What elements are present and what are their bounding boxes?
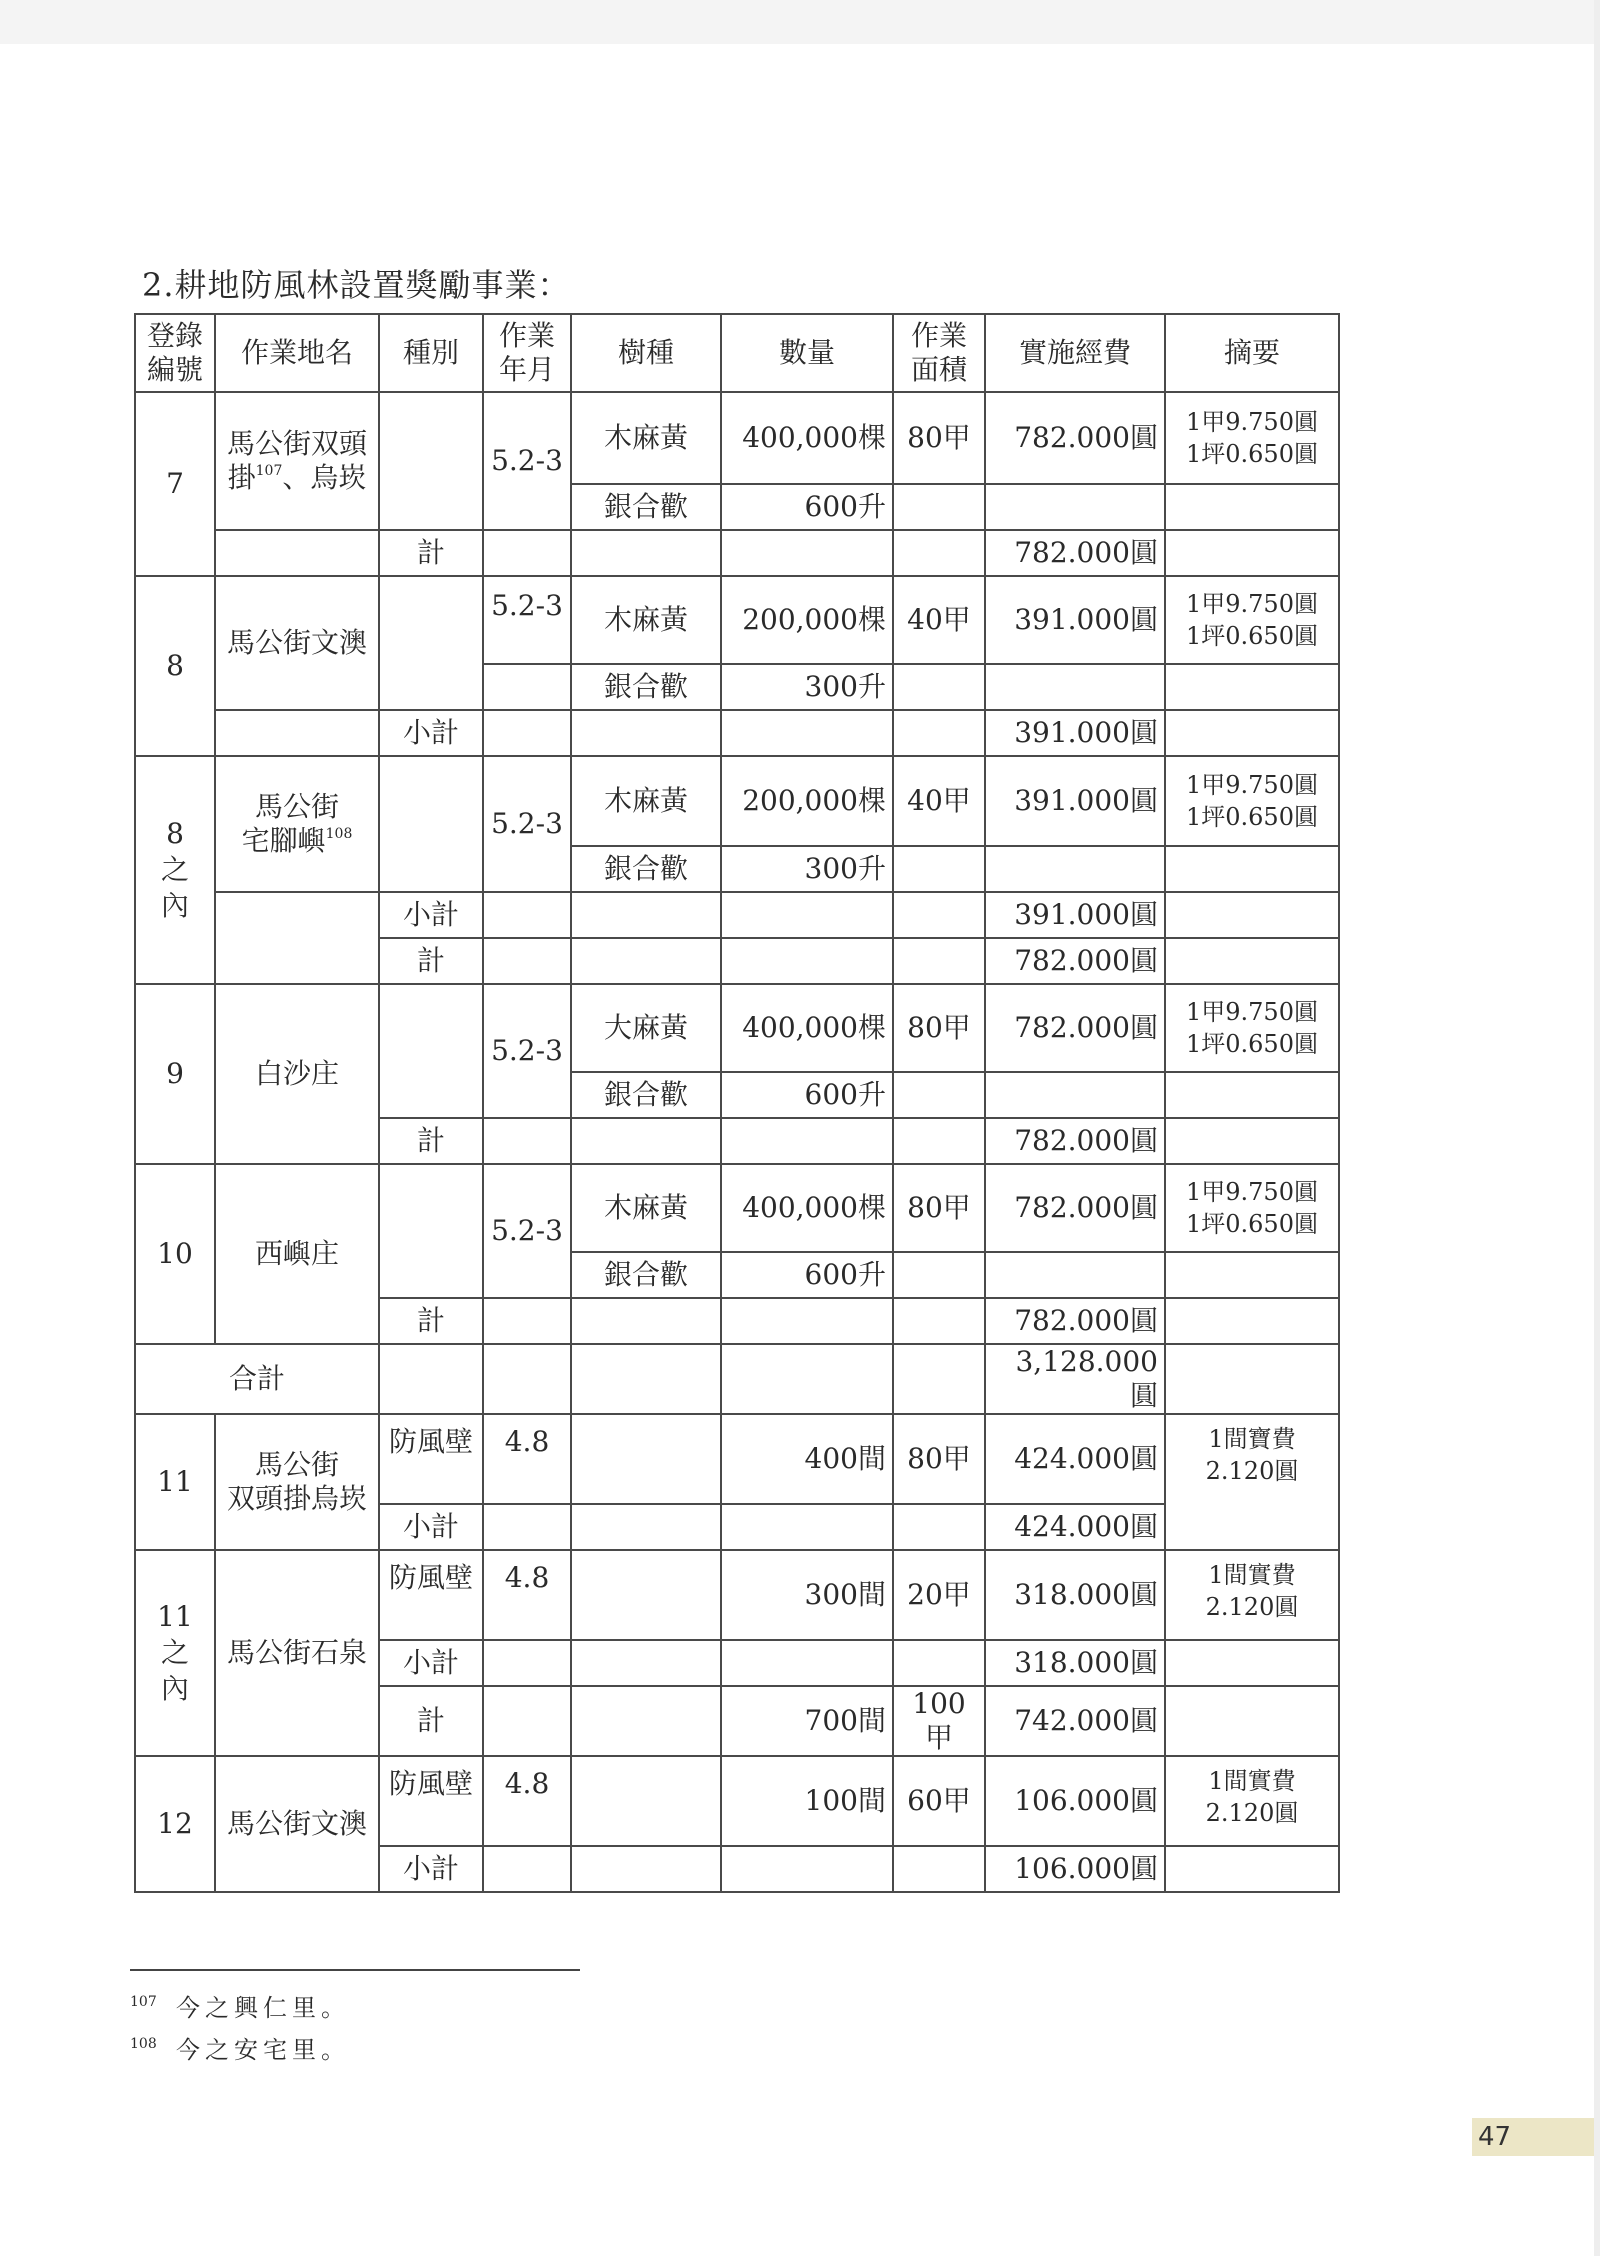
place-cell: 西嶼庄 — [215, 1164, 379, 1344]
place-cell — [215, 392, 379, 530]
tree-cell: 銀合歡 — [571, 846, 721, 892]
total-cost: 742.000圓 — [985, 1686, 1165, 1756]
note-cell — [1165, 1414, 1339, 1550]
header-tree: 樹種 — [571, 314, 721, 392]
table-row — [135, 1756, 1339, 1846]
qty-cell: 200,000棵 — [721, 576, 893, 664]
place-text: 掛 — [227, 461, 256, 494]
subtotal-label: 小計 — [379, 892, 483, 938]
tree-cell: 木麻黃 — [571, 756, 721, 846]
qty-cell: 600升 — [721, 484, 893, 530]
reg-no-cell: 12 — [135, 1756, 215, 1892]
note-line: 1坪0.650圓 — [1186, 622, 1318, 650]
note-line: 2.120圓 — [1205, 1799, 1299, 1827]
footnote-ref: 107 — [255, 463, 283, 479]
total-label: 計 — [379, 1118, 483, 1164]
place-cell — [215, 1414, 379, 1550]
table-row — [135, 392, 1339, 484]
total-qty: 700間 — [721, 1686, 893, 1756]
place-text: 馬公街 — [254, 1448, 339, 1481]
table-row — [135, 1414, 1339, 1504]
place-cell: 馬公街石泉 — [215, 1550, 379, 1756]
note-cell — [1165, 484, 1339, 530]
header-cost: 實施經費 — [985, 314, 1165, 392]
tree-cell: 銀合歡 — [571, 484, 721, 530]
total-cost: 782.000圓 — [985, 530, 1165, 576]
tree-cell: 銀合歡 — [571, 1072, 721, 1118]
ym-cell: 5.2-3 — [483, 756, 571, 892]
ym-cell: 5.2-3 — [483, 984, 571, 1118]
table-row — [135, 530, 1339, 576]
kind-cell: 防風壁 — [379, 1756, 483, 1846]
place-cell — [215, 530, 379, 576]
note-cell — [1165, 984, 1339, 1072]
kind-cell: 防風壁 — [379, 1550, 483, 1640]
header-place: 作業地名 — [215, 314, 379, 392]
windbreak-table — [134, 313, 1340, 1893]
reg-no-cell: 8 — [135, 576, 215, 756]
note-cell — [1165, 392, 1339, 484]
note-line: 1坪0.650圓 — [1186, 803, 1318, 831]
note-line: 1甲9.750圓 — [1186, 408, 1318, 436]
subtotal-cost: 424.000圓 — [985, 1504, 1165, 1550]
reg-no-cell: 7 — [135, 392, 215, 576]
area-cell: 80甲 — [893, 1164, 985, 1252]
table-row — [135, 576, 1339, 664]
subtotal-label: 小計 — [379, 1504, 483, 1550]
section-title: 2.耕地防風林設置獎勵事業： — [142, 266, 571, 304]
qty-cell: 300升 — [721, 664, 893, 710]
total-label: 計 — [379, 530, 483, 576]
place-cell — [215, 756, 379, 892]
note-line: 1坪0.650圓 — [1186, 440, 1318, 468]
note-line: 2.120圓 — [1205, 1593, 1299, 1621]
header-qty: 數量 — [721, 314, 893, 392]
total-label: 計 — [379, 938, 483, 984]
footnote-108 — [130, 2030, 350, 2065]
kind-cell — [379, 1164, 483, 1298]
place-text: 馬公街 — [254, 790, 339, 823]
qty-cell: 300間 — [721, 1550, 893, 1640]
tree-cell: 銀合歡 — [571, 1252, 721, 1298]
scan-top-band — [0, 0, 1600, 44]
grand-total-label: 合計 — [135, 1344, 379, 1414]
note-cell — [1165, 1756, 1339, 1846]
place-text: 宅腳嶼 — [241, 824, 326, 857]
place-cell: 馬公街文澳 — [215, 576, 379, 710]
header-area: 作業 面積 — [893, 314, 985, 392]
note-line: 2.120圓 — [1205, 1457, 1299, 1485]
grand-total-row — [135, 1344, 1339, 1414]
area-cell: 40甲 — [893, 756, 985, 846]
reg-no-cell: 8 之 內 — [135, 756, 215, 984]
header-reg-no: 登錄 編號 — [135, 314, 215, 392]
area-cell: 80甲 — [893, 984, 985, 1072]
qty-cell: 400,000棵 — [721, 1164, 893, 1252]
cost-cell — [985, 484, 1165, 530]
cost-cell: 424.000圓 — [985, 1414, 1165, 1504]
place-cell: 馬公街文澳 — [215, 1756, 379, 1892]
qty-cell: 300升 — [721, 846, 893, 892]
table-row — [135, 1164, 1339, 1252]
note-line: 1坪0.650圓 — [1186, 1210, 1318, 1238]
ym-cell: 5.2-3 — [483, 1164, 571, 1298]
kind-cell — [379, 392, 483, 530]
table-row — [135, 1550, 1339, 1640]
qty-cell: 100間 — [721, 1756, 893, 1846]
total-area: 100甲 — [893, 1686, 985, 1756]
tree-cell: 銀合歡 — [571, 664, 721, 710]
page-number: 47 — [1472, 2118, 1594, 2156]
area-cell: 20甲 — [893, 1550, 985, 1640]
ym-cell: 4.8 — [483, 1550, 571, 1640]
tree-cell: 大麻黃 — [571, 984, 721, 1072]
place-cell: 白沙庄 — [215, 984, 379, 1164]
total-label: 計 — [379, 1298, 483, 1344]
cost-cell: 782.000圓 — [985, 984, 1165, 1072]
note-line: 1甲9.750圓 — [1186, 1178, 1318, 1206]
subtotal-label: 小計 — [379, 710, 483, 756]
footnote-107 — [130, 1988, 350, 2023]
qty-cell: 200,000棵 — [721, 756, 893, 846]
footnote-number: 107 — [130, 1994, 157, 2010]
ym-cell: 4.8 — [483, 1414, 571, 1504]
header-kind: 種別 — [379, 314, 483, 392]
area-cell: 80甲 — [893, 392, 985, 484]
header-note: 摘要 — [1165, 314, 1339, 392]
reg-no-cell: 11 之 內 — [135, 1550, 215, 1756]
kind-cell — [379, 984, 483, 1118]
cost-cell: 782.000圓 — [985, 392, 1165, 484]
subtotal-cost: 106.000圓 — [985, 1846, 1165, 1892]
reg-no-cell: 9 — [135, 984, 215, 1164]
footnote-text: 今之安宅里。 — [176, 2036, 350, 2064]
table-row — [135, 892, 1339, 938]
qty-cell: 400,000棵 — [721, 984, 893, 1072]
area-cell: 80甲 — [893, 1414, 985, 1504]
header-work-ym: 作業 年月 — [483, 314, 571, 392]
cost-cell: 106.000圓 — [985, 1756, 1165, 1846]
note-line: 1甲9.750圓 — [1186, 590, 1318, 618]
table-row — [135, 710, 1339, 756]
ym-cell: 5.2-3 — [483, 392, 571, 530]
cost-cell: 391.000圓 — [985, 576, 1165, 664]
tree-cell: 木麻黃 — [571, 392, 721, 484]
subtotal-cost: 391.000圓 — [985, 892, 1165, 938]
place-text: 、烏崁 — [282, 461, 367, 494]
qty-cell: 600升 — [721, 1252, 893, 1298]
table-row — [135, 984, 1339, 1072]
note-line: 1甲9.750圓 — [1186, 998, 1318, 1026]
subtotal-cost: 318.000圓 — [985, 1640, 1165, 1686]
place-cell — [215, 892, 379, 984]
area-cell: 40甲 — [893, 576, 985, 664]
scan-right-edge — [1594, 0, 1600, 2256]
subtotal-label: 小計 — [379, 1640, 483, 1686]
note-line: 1坪0.650圓 — [1186, 1030, 1318, 1058]
footnote-number: 108 — [130, 2036, 157, 2052]
tree-cell: 木麻黃 — [571, 1164, 721, 1252]
note-cell — [1165, 1550, 1339, 1640]
header-row — [135, 314, 1339, 392]
ym-cell: 4.8 — [483, 1756, 571, 1846]
note-line: 1間實費 — [1208, 1767, 1296, 1795]
kind-cell: 防風壁 — [379, 1414, 483, 1504]
note-line: 1間寶費 — [1208, 1425, 1296, 1453]
reg-no-cell: 11 — [135, 1414, 215, 1550]
note-line: 1間實費 — [1208, 1561, 1296, 1589]
note-cell — [1165, 756, 1339, 846]
note-line: 1甲9.750圓 — [1186, 771, 1318, 799]
tree-cell: 木麻黃 — [571, 576, 721, 664]
area-cell: 60甲 — [893, 1756, 985, 1846]
subtotal-cost: 391.000圓 — [985, 710, 1165, 756]
footnote-text: 今之興仁里。 — [176, 1994, 350, 2022]
qty-cell: 600升 — [721, 1072, 893, 1118]
qty-cell: 400,000棵 — [721, 392, 893, 484]
total-cost: 782.000圓 — [985, 1118, 1165, 1164]
reg-no-cell: 10 — [135, 1164, 215, 1344]
total-cost: 782.000圓 — [985, 1298, 1165, 1344]
place-text: 馬公街双頭 — [226, 427, 367, 460]
footnote-ref: 108 — [325, 826, 353, 842]
place-text: 双頭掛烏崁 — [226, 1482, 367, 1515]
cost-cell: 318.000圓 — [985, 1550, 1165, 1640]
total-label: 計 — [379, 1686, 483, 1756]
kind-cell — [379, 756, 483, 892]
note-cell — [1165, 576, 1339, 664]
subtotal-label: 小計 — [379, 1846, 483, 1892]
ym-cell: 5.2-3 — [483, 576, 571, 664]
note-cell — [1165, 1164, 1339, 1252]
table-row — [135, 756, 1339, 846]
qty-cell: 400間 — [721, 1414, 893, 1504]
area-cell — [893, 484, 985, 530]
kind-cell — [379, 576, 483, 710]
footnote-rule — [130, 1969, 580, 1971]
cost-cell: 782.000圓 — [985, 1164, 1165, 1252]
cost-cell: 391.000圓 — [985, 756, 1165, 846]
total-cost: 782.000圓 — [985, 938, 1165, 984]
grand-total-cost: 3,128.000圓 — [985, 1344, 1165, 1414]
